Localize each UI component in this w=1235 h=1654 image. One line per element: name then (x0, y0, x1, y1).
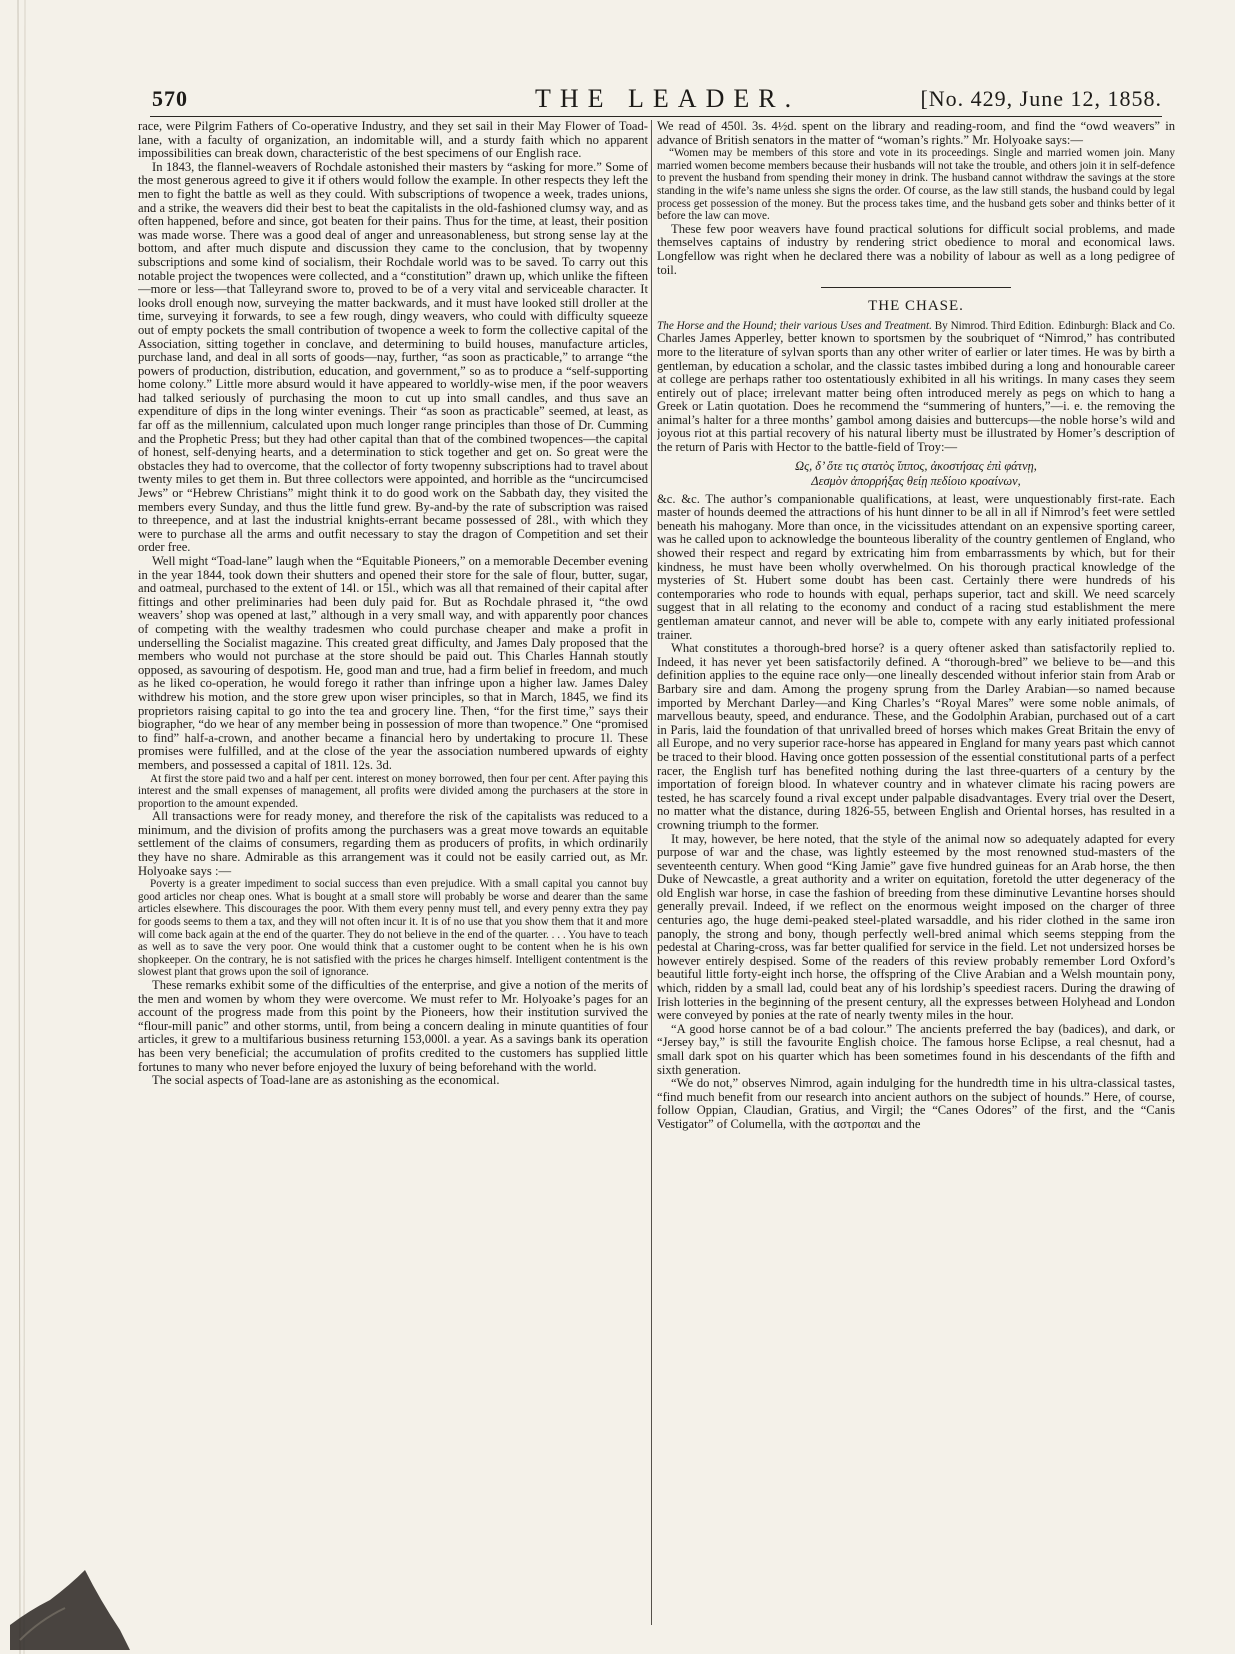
corner-damage (10, 1530, 130, 1650)
paragraph: Well might “Toad-lane” laugh when the “Equitable Pioneers,” on a memorable December evening in the year 1844, took down their shutters and opened their store for the sale of flour, butter, sugar, and oatmeal, purchased to the extent of 14l. or 15l., which was all that remained of their capital after fittings and other preliminaries had been duly paid for. But as Rochdale phrased it, “the owd weavers’ shop was opened at last,” although in a very small way, and with apparently poor chances of competing with the wealthy tradesmen who could purchase cheaper and make a profit in underselling the Socialist magazine. This created great difficulty, and James Daly proposed that the members who would not purchase at the store should be paid out. This Charles Hannah stoutly opposed, as savouring of despotism. He, good man and true, had a firm belief in freedom, and much as he liked co-operation, he would forego it rather than infringe upon a higher law. James Daley withdrew his motion, and the store grew upon wiser principles, so that in March, 1845, we find its proprietors raising capital to go into the tea and grocery line. Then, “for the first time,” says their biographer, “do we hear of any member being in possession of more than twopence.” One “promised to find” half-a-crown, and another became a financial hero by undertaking to procure 1l. These promises were fulfilled, and at the close of the year the association numbered upwards of eighty members, and possessed a capital of 181l. 12s. 3d. (138, 554, 648, 772)
paragraph: &c. &c. The author’s companionable qualifications, at least, were unquestionably first-rate. Each master of hounds deemed the attractions of his hunt dinner to be all in all if Nimrod’s feet were settled beneath his mahogany. More than once, in the vicissitudes attendant on an expensive sporting career, was he called upon to acknowledge the bounteous liberality of the country gentlemen of England, who showed their respect and regard by extricating him from embarrassments by which, but for their kindness, he must have been wholly overwhelmed. On his thorough practical knowledge of the mysteries of St. Hubert some doubt has been cast. Certainly there were hundreds of his contemporaries who rode to hounds with equal, perhaps superior, tact and skill. We need scarcely suggest that in all relating to the economy and conduct of a racing stud establishment the mere gentleman amateur cannot, and never will be able to, compete with any early initiated professional trainer. (657, 491, 1175, 642)
right-column (657, 120, 1175, 1625)
footnote-paragraph: At first the store paid two and a half per cent. interest on money borrowed, then four per cent. After paying this interest and the small expenses of management, all profits were divided among the purchasers at the store in proportion to the amount expended. (138, 772, 648, 810)
greek-line: Ως, δ’ ὅτε τις στατὸς ἵππος, ἀκοστήσας ἐπὶ φάτνῃ, (795, 458, 1037, 473)
left-column (138, 120, 648, 1625)
section-heading: THE CHASE. (868, 298, 964, 315)
newspaper-title: THE LEADER. (535, 84, 801, 113)
paragraph: These few poor weavers have found practical solutions for difficult social problems, and made themselves captains of industry by rendering strict obedience to moral and economical laws. Longfellow was right when he declared there was a nobility of labour as well as a long pedigree of toil. (657, 221, 1175, 277)
paragraph: These remarks exhibit some of the difficulties of the enterprise, and give a notion of the merits of the men and women by whom they were overcome. We must refer to Mr. Holyoake’s pages for an account of the progress made from this point by the Pioneers, how their institution survived the “flour-mill panic” and other storms, until, from being a concern dealing in minute quantities of four articles, it grew to a multifarious business returning 153,000l. a year. As a savings bank its operation has been very beneficial; the accumulation of profits credited to the customers has supplied little fortunes to many who never before enjoyed the luxury of being beforehand with the world. (138, 978, 648, 1074)
book-publisher: Edinburgh: Black and Co. (1058, 319, 1175, 332)
column-rule (651, 120, 652, 1625)
paragraph: Charles James Apperley, better known to sportsmen by the soubriquet of “Nimrod,” has contributed more to the literature of sylvan sports than any other writer of earlier or later times. He was by birth a gentleman, by education a scholar, and the classic tastes imbibed during a long and honourable career at college are perhaps rather too ostentatiously exhibited in all his writings. In many cases they seem entirely out of place; irrelevant matter being often introduced merely as pegs on which to hang a Greek or Latin quotation. Does he recommend the “summering of hunters,”—i. e. the removing the animal’s halter for a three months’ gambol among daisies and buttercups—the noble horse’s wild and joyous riot at this partial recovery of his natural liberty must be illustrated by Homer’s description of the return of Paris with Hector to the battle-field of Troy:— (657, 331, 1175, 455)
greek-quotation (657, 459, 1175, 489)
paragraph: race, were Pilgrim Fathers of Co-operative Industry, and they set sail in their May Flower of Toad-lane, with a faculty of organization, an indomitable will, and a sturdy faith which no apparent impossibilities can break down, characteristic of the best specimens of our English race. (138, 120, 648, 161)
paragraph: It may, however, be here noted, that the style of the animal now so adequately adapted for every purpose of war and the chase, was lightly esteemed by the most renowned stud-masters of the seventeenth century. When good “King Jamie” gave five hundred guineas for an Arab horse, the then Duke of Newcastle, a great authority and a writer on equitation, foretold the utter degeneracy of the old English war horse, in case the fashion of breeding from these diminutive Levantine horses should generally prevail. Indeed, if we reflect on the enormous weight imposed on the charger of three centuries ago, the huge demi-peaked steel-plated warsaddle, and his rider clothed in the same iron panoply, the strong and bony, though perfectly well-bred animal which seems stepping from the pedestal at Charing-cross, was far better qualified for service in the field. Let not undersized horses be however entirely despised. Some of the readers of this review probably remember Lord Oxford’s beautiful little forty-eight inch horse, the offspring of the Clive Arabian and a Welsh mountain pony, which, ridden by a small lad, could beat any of his lordship’s speediest racers. During the drawing of Irish lotteries in the beginning of the present century, all the expresses between Holyhead and London were conveyed by ponies at the rate of nearly twenty miles in the hour. (657, 831, 1175, 1023)
paragraph: “A good horse cannot be of a bad colour.” The ancients preferred the bay (badices), and dark, or “Jersey bay,” is still the favourite English choice. The famous horse Eclipse, a real chesnut, had a small dark spot on his quarter which has been sometimes found in his descendants of the fifth and sixth generation. (657, 1021, 1175, 1077)
issue-date: [No. 429, June 12, 1858. (920, 86, 1162, 111)
paragraph: We read of 450l. 3s. 4½d. spent on the library and reading-room, and find the “owd weavers” in advance of British senators in the matter of “woman’s rights.” Mr. Holyoake says:— (657, 120, 1175, 147)
paragraph: All transactions were for ready money, and therefore the risk of the capitalists was reduced to a minimum, and the division of profits among the purchasers was a great move towards an equitable settlement of the claims of consumers, regarding them as producers of profits, in which ordinarily they have no share. Admirable as this arrangement was it could not be easily carried out, as Mr. Holyoake says :— (138, 809, 648, 878)
paragraph: “We do not,” observes Nimrod, again indulging for the hundredth time in his ultra-classical tastes, “find much benefit from our research into ancient authors on the subject of hounds.” Here, of course, follow Oppian, Claudian, Gratius, and Virgil; the “Canes Odores” of the first, and the “Canis Vestigator” of Columella, with the αστροπαι and the (657, 1076, 1175, 1131)
book-author: By Nimrod. Third Edition. (934, 319, 1055, 332)
quotation-paragraph: Poverty is a greater impediment to social success than even prejudice. With a small capital you cannot buy good articles nor cheap ones. What is bought at a small store will probably be worse and dearer than the same articles elsewhere. This discourages the poor. With them every penny must tell, and every penny extra they pay for goods seems to them a tax, and they will not often incur it. It is of no use that you show them that it and more will come back again at the end of the quarter. They do not believe in the end of the quarter. . . . You have to teach as well as to save the very poor. One would think that a customer ought to be content when he is his own shopkeeper. On the contrary, he is not satisfied with the prices he charges himself. Intelligent contentment is the slowest plant that grows upon the soil of ignorance. (138, 878, 648, 979)
book-title: The Horse and the Hound; their various Uses and Treatment. (657, 319, 932, 332)
page-number: 570 (152, 86, 188, 111)
section-divider (821, 287, 1011, 288)
paragraph: The social aspects of Toad-lane are as astonishing as the economical. (152, 1073, 500, 1088)
paragraph: What constitutes a thorough-bred horse? is a query oftener asked than satisfactorily replied to. Indeed, it has never yet been satisfactorily defined. A “thorough-bred” we believe to be—and this definition applies to the equine race only—one lineally descended without inferior stain from Arab or Barbary sire and dam. Among the progeny sprung from the Darley Arabian—so named because imported by Merchant Darley—and King Charles’s “Royal Mares” were some noble animals, of marvellous beauty, speed, and endurance. These, and the Godolphin Arabian, purchased out of a cart in Paris, laid the foundation of that unrivalled breed of horses which makes Great Britain the envy of all Europe, and no very superior race-horse has appeared in England for many years past which cannot be traced to their blood. Having once gotten possession of the essential constitutional parts of a perfect racer, the English turf has benefited nothing during the last three-quarters of a century by the importation of foreign blood. In whatever country and in whatever climate his racing powers are tested, he has scarcely found a rival except under palpable disadvantages. Every trial over the Desert, no matter what the distance, during 1826-55, between English and Oriental horses, has resulted in a crowning triumph to the former. (657, 641, 1175, 832)
greek-line: Δεσμὸν ἀπορρήξας θείῃ πεδίοιο κροαίνων, (811, 473, 1021, 488)
page-header (150, 82, 1162, 117)
quotation-paragraph: “Women may be members of this store and vote in its proceedings. Single and married women join. Many married women become members because their husbands will not take the trouble, and others join it in self-defence to prevent the husband from spending their money in drink. The husband cannot withdraw the savings at the store standing in the wife’s name unless she signs the order. Of course, as the law still stands, the husband could by legal process get possession of the money. But the process takes time, and the husband gets sober and thinks better of it before the law can move. (657, 147, 1175, 223)
binding-edge (10, 0, 32, 1654)
paragraph: In 1843, the flannel-weavers of Rochdale astonished their masters by “asking for more.” Some of the most generous agreed to give it if others would follow the example. In other respects they left the men to fight the battle as well as they could. With subscriptions of twopence a week, trades unions, and a strike, the weavers did their best to beat the capitalists in the old-fashioned clumsy way, and as often happened, before and since, got beaten for their pains. Thus for the time, at least, their position was made worse. There was a good deal of anger and unreasonableness, but strong sense lay at the bottom, and after much dispute and discussion they came to the conclusion, that by twopenny subscriptions and some kind of socialism, their Rochdale world was to be saved. To carry out this notable project the twopences were collected, and a “constitution” drawn up, which unlike the fifteen—more or less—that Talleyrand swore to, proved to be of a very vital and serviceable character. It looks droll enough now, surveying the matter backwards, and it must have looked still droller at the time, surveying it forwards, to see a few rough, dingy weavers, who could with difficulty squeeze out of empty pockets the small contribution of twopence a week to form the collective capital of the Association, sitting together in conclave, and determining to build houses, manufacture articles, purchase land, and deal in all sorts of goods—nay, further, “as soon as practicable,” to arrange “the powers of production, distribution, education, and government,” so as to produce a “self-supporting home colony.” Little more absurd would it have appeared to worldly-wise men, if the poor weavers had talked seriously of purchasing the moon to cut up into small candles, and thus save an expenditure of dips in the long winter evenings. Their “as soon as practicable” seemed, at least, as far off as the millennium, calculated upon much longer range principles than those of Dr. Cumming and the Prophetic Press; but they had other capital than that of the combined twopences—the capital of honest, self-denying hearts, and a determination to stick together and get on. So great were the obstacles they had to overcome, that the collector of forty twopenny subscriptions had to travel about twenty miles to get them in. But three collectors were appointed, and horrible as the “uncircumcised Jews” or “Hebrew Christians” might think it to do good work on the Sabbath day, they visited the members every Sunday, and thus the little fund grew. By-and-by the rate of subscription was raised to threepence, and at last the industrial knights-errant became possessed of 28l., with which they were to purchase all the arms and outfit necessary to stay the dragon of Competition and set their order free. (138, 159, 648, 555)
